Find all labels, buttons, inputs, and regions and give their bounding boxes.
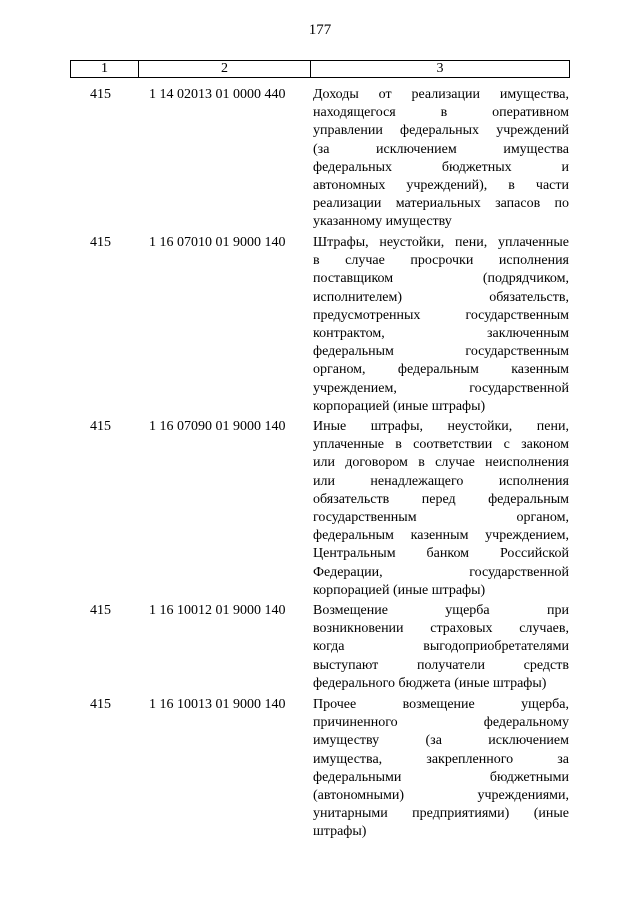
description-line: Штрафы, неустойки, пени, уплаченные bbox=[313, 235, 569, 250]
budget-classification-code: 1 16 07090 01 9000 140 bbox=[149, 419, 286, 434]
admin-code: 415 bbox=[90, 235, 111, 250]
description-line: исполнителем) обязательств, bbox=[313, 289, 569, 305]
description-line: причиненного федеральному bbox=[313, 715, 569, 731]
description-line: федеральных бюджетных и bbox=[313, 159, 569, 175]
description-line: Федерации, государственной bbox=[313, 564, 569, 580]
budget-classification-code: 1 14 02013 01 0000 440 bbox=[149, 87, 286, 102]
income-description bbox=[313, 234, 569, 416]
description-line: или договором в случае неисполнения bbox=[313, 455, 569, 471]
description-line: (автономными) учреждениями, bbox=[313, 787, 569, 803]
description-line: уплаченные в соответствии с законом bbox=[313, 437, 569, 453]
income-description bbox=[313, 602, 569, 693]
description-line: или ненадлежащего исполнения bbox=[313, 473, 569, 489]
description-line: обязательств перед федеральным bbox=[313, 491, 569, 507]
budget-classification-code: 1 16 10013 01 9000 140 bbox=[149, 697, 286, 712]
description-line: указанному имуществу bbox=[313, 214, 452, 230]
description-line: Иные штрафы, неустойки, пени, bbox=[313, 419, 569, 434]
description-line: федеральным казенным учреждением, bbox=[313, 528, 569, 544]
description-line: учреждением, государственной bbox=[313, 380, 569, 396]
admin-code: 415 bbox=[90, 697, 111, 712]
description-line: федеральными бюджетными bbox=[313, 769, 569, 785]
description-line: Прочее возмещение ущерба, bbox=[313, 697, 569, 712]
budget-classification-code: 1 16 07010 01 9000 140 bbox=[149, 235, 286, 250]
budget-classification-code: 1 16 10012 01 9000 140 bbox=[149, 603, 286, 618]
description-line: возникновении страховых случаев, bbox=[313, 621, 569, 637]
description-line: выступают получатели средств bbox=[313, 657, 569, 673]
description-line: штрафы) bbox=[313, 824, 367, 840]
description-line: автономных учреждений), в части bbox=[313, 177, 569, 193]
description-line: Возмещение ущерба при bbox=[313, 603, 569, 618]
description-line: управлении федеральных учреждений bbox=[313, 123, 569, 139]
description-line: Доходы от реализации имущества, bbox=[313, 87, 569, 102]
description-line: корпорацией (иные штрафы) bbox=[313, 582, 486, 598]
column-header-row bbox=[70, 60, 570, 78]
description-line: поставщиком (подрядчиком, bbox=[313, 271, 569, 287]
description-line: контрактом, заключенным bbox=[313, 325, 569, 341]
description-line: когда выгодоприобретателями bbox=[313, 639, 569, 655]
description-line: (за исключением имущества bbox=[313, 141, 569, 157]
description-line: корпорацией (иные штрафы) bbox=[313, 398, 486, 414]
income-description bbox=[313, 418, 569, 600]
description-line: предусмотренных государственным bbox=[313, 307, 569, 323]
page-number: 177 bbox=[308, 22, 332, 38]
description-line: федерального бюджета (иные штрафы) bbox=[313, 675, 547, 691]
description-line: органом, федеральным казенным bbox=[313, 362, 569, 378]
income-description bbox=[313, 696, 569, 842]
admin-code: 415 bbox=[90, 603, 111, 618]
column-header-1: 1 bbox=[71, 61, 139, 77]
description-line: Центральным банком Российской bbox=[313, 546, 569, 562]
admin-code: 415 bbox=[90, 87, 111, 102]
description-line: в случае просрочки исполнения bbox=[313, 253, 569, 269]
column-header-3: 3 bbox=[436, 61, 444, 76]
description-line: государственным органом, bbox=[313, 509, 569, 525]
description-line: реализации материальных запасов по bbox=[313, 196, 569, 212]
description-line: имуществу (за исключением bbox=[313, 733, 569, 749]
admin-code: 415 bbox=[90, 419, 111, 434]
description-line: унитарными предприятиями) (иные bbox=[313, 806, 569, 822]
description-line: имущества, закрепленного за bbox=[313, 751, 569, 767]
description-line: находящегося в оперативном bbox=[313, 105, 569, 121]
income-description bbox=[313, 86, 569, 232]
column-header-2: 2 bbox=[139, 61, 311, 77]
description-line: федеральным государственным bbox=[313, 344, 569, 360]
